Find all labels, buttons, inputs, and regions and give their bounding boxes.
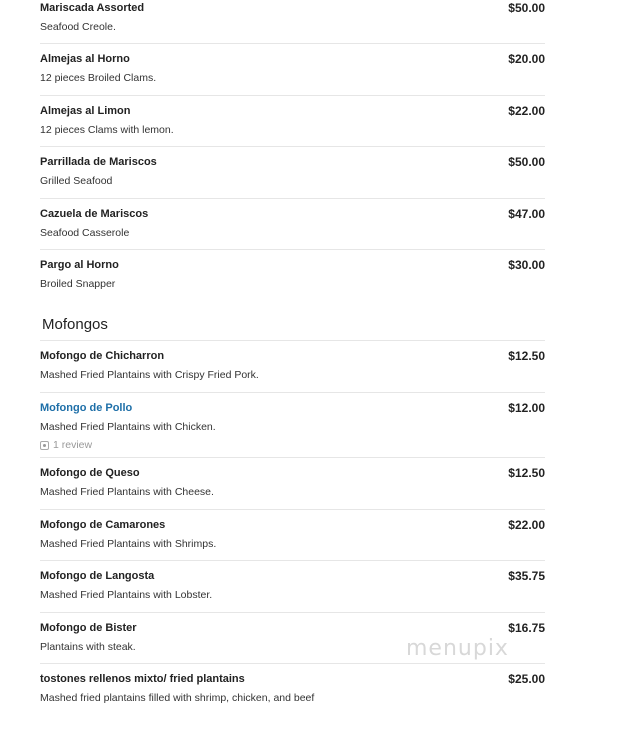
item-description: Mashed Fried Plantains with Lobster. — [40, 589, 213, 601]
item-name: Mofongo de Camarones — [40, 519, 166, 531]
item-description: Mashed Fried Plantains with Shrimps. — [40, 538, 217, 550]
menu-item — [40, 44, 545, 96]
item-price: $12.50 — [508, 349, 545, 363]
menu-item — [40, 250, 545, 300]
item-name: Pargo al Horno — [40, 259, 119, 271]
menu-item — [40, 199, 545, 250]
item-price: $22.00 — [508, 104, 545, 118]
review-count-label[interactable]: 1 review — [53, 439, 93, 451]
item-description: Mashed Fried Plantains with Chicken. — [40, 421, 216, 433]
item-name: Parrillada de Mariscos — [40, 156, 157, 168]
item-price: $12.50 — [508, 466, 545, 480]
item-name: Mofongo de Queso — [40, 467, 140, 479]
menu-item — [40, 458, 545, 510]
item-price: $35.75 — [508, 569, 545, 583]
item-name: Cazuela de Mariscos — [40, 208, 149, 220]
item-price: $25.00 — [508, 672, 545, 686]
item-name: Almejas al Limon — [40, 105, 131, 117]
item-name: Mofongo de Bister — [40, 622, 137, 634]
item-name: tostones rellenos mixto/ fried plantains — [40, 673, 245, 685]
item-name: Mofongo de Langosta — [40, 570, 155, 582]
item-name-link[interactable]: Mofongo de Pollo — [40, 402, 133, 414]
item-price: $22.00 — [508, 518, 545, 532]
item-price: $47.00 — [508, 207, 545, 221]
item-name: Mariscada Assorted — [40, 2, 145, 14]
menu-item — [40, 341, 545, 393]
item-name: Almejas al Horno — [40, 53, 130, 65]
review-count-link[interactable] — [40, 439, 92, 451]
watermark-logo: menupix — [406, 636, 509, 661]
menu-item — [40, 96, 545, 147]
item-description: Mashed Fried Plantains with Crispy Fried Pork. — [40, 369, 259, 381]
item-price: $30.00 — [508, 258, 545, 272]
item-description: Seafood Casserole — [40, 227, 130, 239]
review-icon — [40, 441, 49, 450]
menu-item — [40, 393, 545, 458]
item-description: Plantains with steak. — [40, 641, 136, 653]
item-price: $12.00 — [508, 401, 545, 415]
menu-item — [40, 664, 545, 716]
item-price: $50.00 — [508, 155, 545, 169]
item-name: Mofongo de Chicharron — [40, 350, 165, 362]
menu-item — [40, 561, 545, 613]
menu-item — [40, 510, 545, 561]
item-description: Mashed fried plantains filled with shrimp, chicken, and beef — [40, 692, 315, 704]
menu-item — [40, 147, 545, 199]
item-description: Seafood Creole. — [40, 21, 116, 33]
section-heading-mofongos: Mofongos — [42, 316, 108, 333]
item-description: Broiled Snapper — [40, 278, 116, 290]
item-description: 12 pieces Clams with lemon. — [40, 124, 174, 136]
item-price: $20.00 — [508, 52, 545, 66]
seafood-menu-list — [40, 0, 545, 300]
menu-item — [40, 0, 545, 44]
item-price: $16.75 — [508, 621, 545, 635]
item-description: Grilled Seafood — [40, 175, 113, 187]
item-description: Mashed Fried Plantains with Cheese. — [40, 486, 214, 498]
item-price: $50.00 — [508, 1, 545, 15]
item-description: 12 pieces Broiled Clams. — [40, 72, 157, 84]
